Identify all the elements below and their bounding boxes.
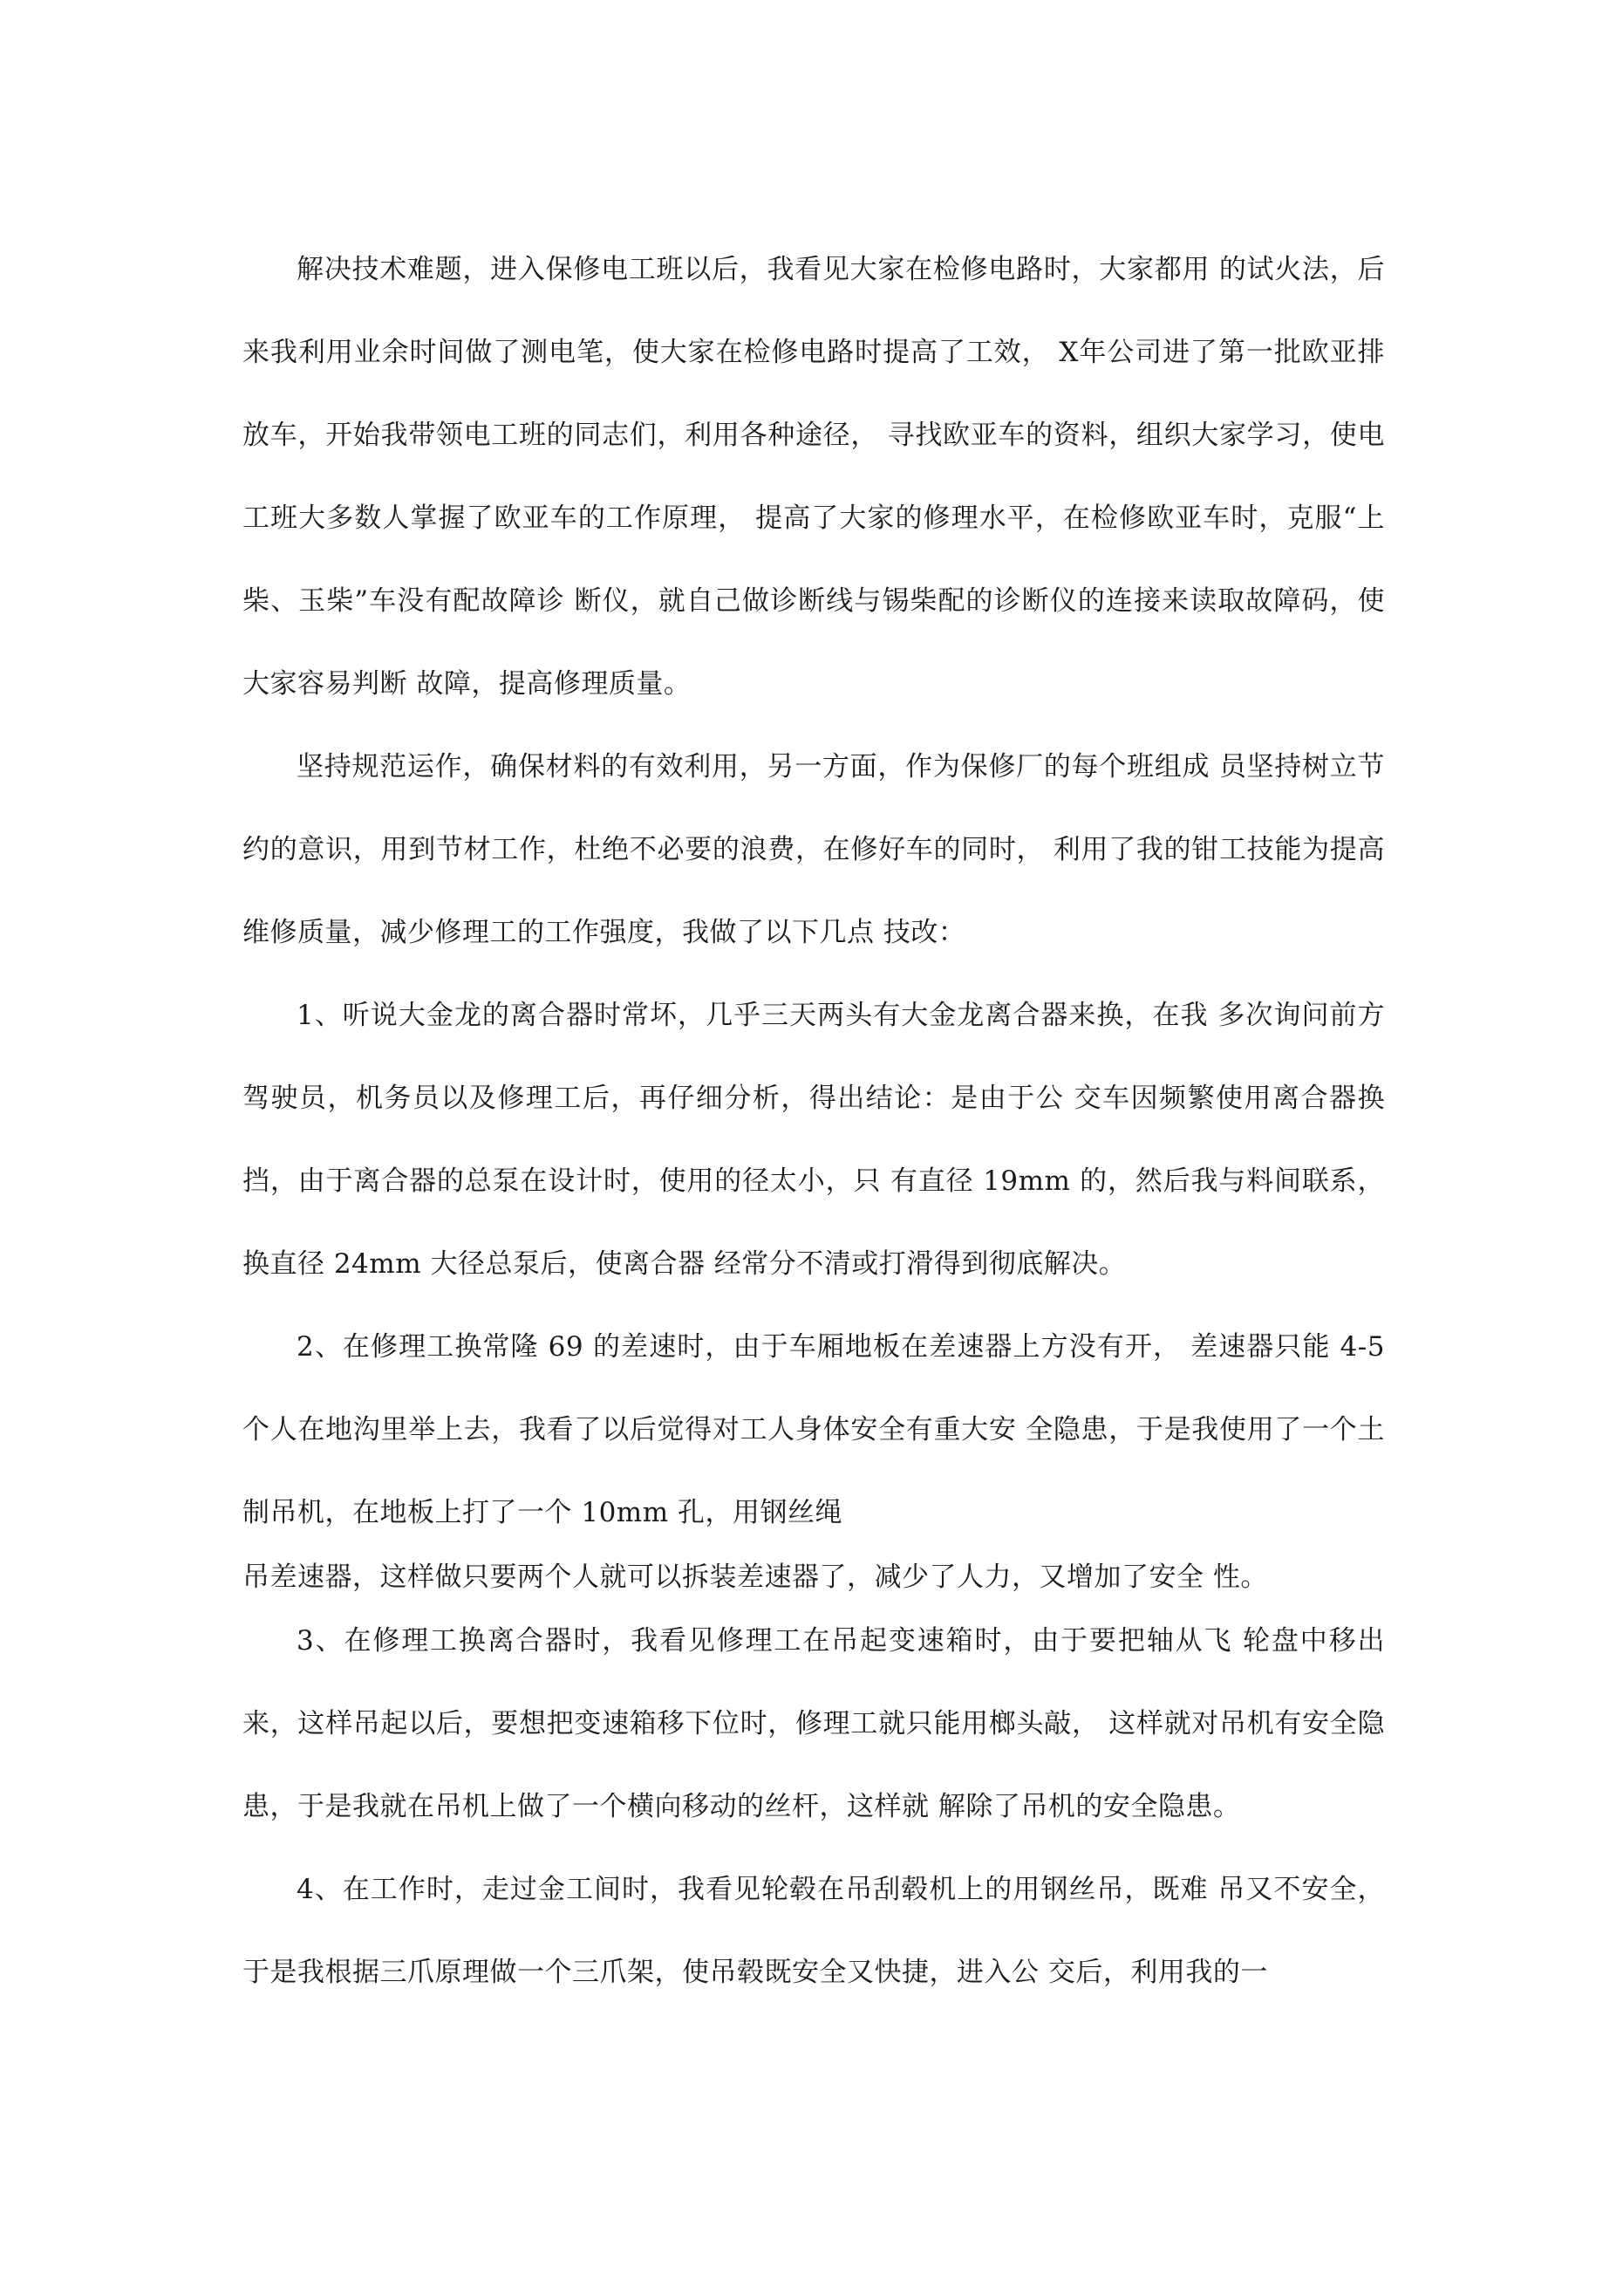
paragraph-technical-problems: 解决技术难题，进入保修电工班以后，我看见大家在检修电路时，大家都用 的试火法，后来我利用业余时间做了测电笔，使大家在检修电路时提高了工效， X年公司进了第一批欧亚排放车，开始我带领电工班的同志们，利用各种途径， 寻找欧亚车的资料，组织大家学习，使电工班大多数人掌握了欧亚车的工作原理， 提高了大家的修理水平，在检修欧亚车时，克服“上柴、玉柴”车没有配故障诊 断仪，就自己做诊断线与锡柴配的诊断仪的连接来读取故障码，使大家容易判断 故障，提高修理质量。: [242, 254, 1385, 700]
paragraph-item-3-gearbox: 3、在修理工换离合器时，我看见修理工在吊起变速箱时，由于要把轴从飞 轮盘中移出来，这样吊起以后，要想把变速箱移下位时，修理工就只能用榔头敲， 这样就对吊机有安全隐患，于是我就在吊机上做了一个横向移动的丝杆，这样就 解除了吊机的安全隐患。: [242, 1625, 1385, 1822]
paragraph-item-4-hub: 4、在工作时，走过金工间时，我看见轮毂在吊刮毂机上的用钢丝吊，既难 吊又不安全，于是我根据三爪原理做一个三爪架，使吊毂既安全又快捷，进入公 交后，利用我的一: [242, 1874, 1385, 1988]
document-body: [242, 229, 1385, 2014]
paragraph-item-2-continuation: 吊差速器，这样做只要两个人就可以拆装差速器了，减少了人力，又增加了安全 性。: [242, 1561, 1268, 1593]
paragraph-item-2-text: 2、在修理工换常隆 69 的差速时，由于车厢地板在差速器上方没有开， 差速器只能 4-5 个人在地沟里举上去，我看了以后觉得对工人身体安全有重大安 全隐患，于是我使用了一个土制吊机，在地板上打了一个 10mm 孔，用钢丝绳: [242, 1331, 1385, 1528]
paragraph-standard-operation: 坚持规范运作，确保材料的有效利用，另一方面，作为保修厂的每个班组成 员坚持树立节约的意识，用到节材工作，杜绝不必要的浪费，在修好车的同时， 利用了我的钳工技能为提高维修质量，减少修理工的工作强度，我做了以下几点 技改：: [242, 751, 1385, 948]
paragraph-item-2-differential: [242, 1306, 1385, 1600]
paragraph-item-1-clutch: 1、听说大金龙的离合器时常坏，几乎三天两头有大金龙离合器来换，在我 多次询问前方驾驶员，机务员以及修理工后，再仔细分析，得出结论：是由于公 交车因频繁使用离合器换挡，由于离合器的总泵在设计时，使用的径太小，只 有直径 19mm 的，然后我与料间联系，换直径 24mm 大径总泵后，使离合器 经常分不清或打滑得到彻底解决。: [242, 1000, 1385, 1280]
